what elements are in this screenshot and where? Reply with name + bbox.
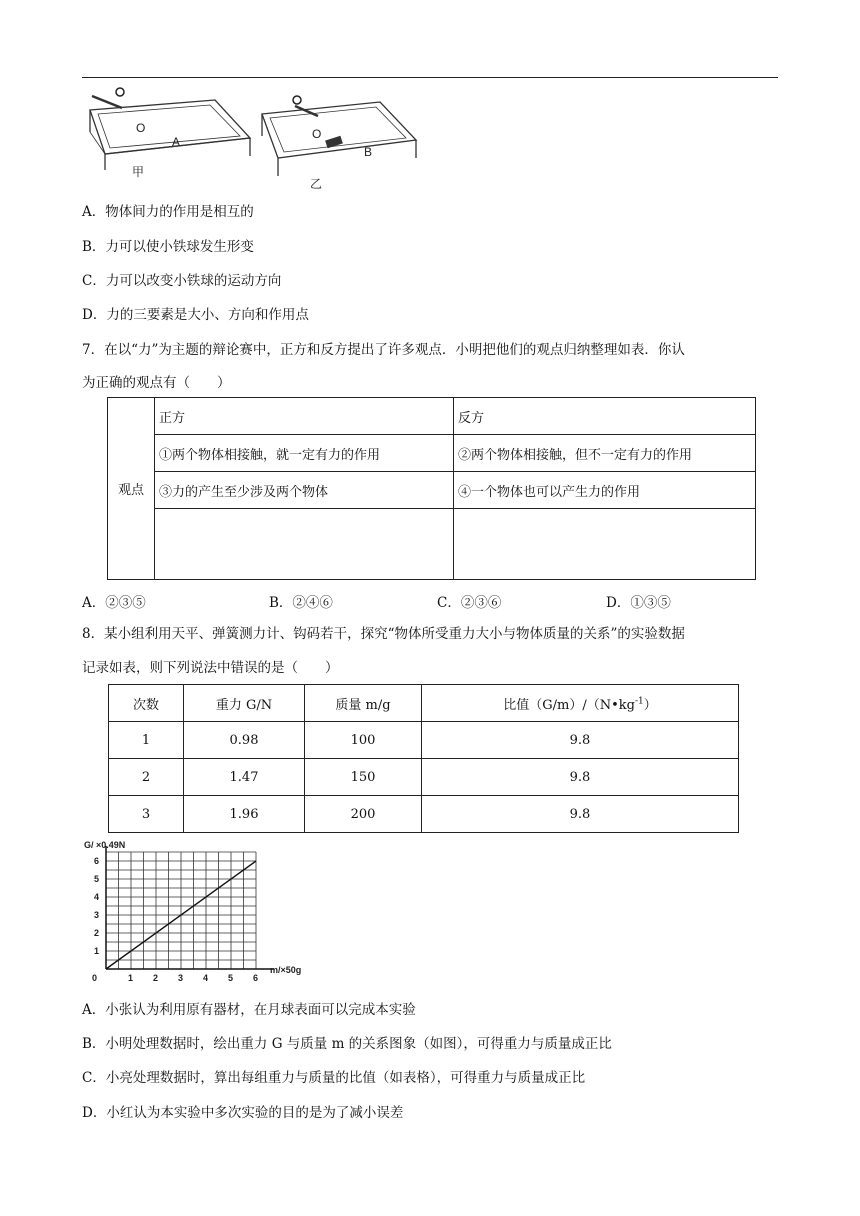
q8-cell: 9.8 bbox=[422, 796, 739, 833]
table-row bbox=[109, 796, 739, 833]
q8-option-c[interactable]: C．小亮处理数据时，算出每组重力与质量的比值（如表格），可得重力与质量成正比 bbox=[82, 1070, 586, 1086]
q6-option-c[interactable]: C．力可以改变小铁球的运动方向 bbox=[82, 273, 282, 289]
q7-col-pro: 正方 bbox=[155, 398, 454, 435]
table-row bbox=[109, 722, 739, 759]
q8-stem-line2: 记录如表，则下列说法中错误的是（ ） bbox=[82, 660, 339, 676]
x-tick-label: 4 bbox=[203, 973, 209, 983]
q8-header-ratio-main: 比值（G/m）/（N•kg bbox=[503, 697, 635, 713]
q8-cell: 0.98 bbox=[184, 722, 305, 759]
q7-col-con: 反方 bbox=[454, 398, 756, 435]
y-tick-label: 1 bbox=[94, 946, 100, 956]
q8-header-ratio-sup: -1 bbox=[634, 696, 644, 707]
y-tick-label: 6 bbox=[94, 856, 100, 866]
q8-cell: 2 bbox=[109, 759, 184, 796]
x-tick-label: 5 bbox=[228, 973, 234, 983]
fig-b-caption: 乙 bbox=[310, 177, 323, 191]
gravity-mass-graph bbox=[84, 838, 334, 988]
x-tick-label: 0 bbox=[92, 973, 98, 983]
q8-header-ratio bbox=[422, 685, 739, 722]
q7-con-1: ②两个物体相接触，但不一定有力的作用 bbox=[454, 435, 756, 472]
q8-header-mass: 质量 m/g bbox=[305, 685, 422, 722]
q8-cell: 3 bbox=[109, 796, 184, 833]
q6-figures bbox=[80, 84, 430, 192]
ball-a bbox=[116, 88, 124, 96]
q8-cell: 100 bbox=[305, 722, 422, 759]
q8-cell: 1.96 bbox=[184, 796, 305, 833]
q7-pro-2: ③力的产生至少涉及两个物体 bbox=[155, 472, 454, 509]
q8-header-ratio-close: ） bbox=[643, 697, 657, 713]
q8-option-d[interactable]: D．小红认为本实验中多次实验的目的是为了减小误差 bbox=[82, 1105, 404, 1121]
y-tick-label: 4 bbox=[94, 892, 100, 902]
q7-pro-empty bbox=[155, 509, 454, 580]
q7-stem-line2: 为正确的观点有（ ） bbox=[82, 375, 231, 391]
q7-option-d[interactable]: D．①③⑤ bbox=[606, 595, 671, 611]
q7-option-b[interactable]: B．②④⑥ bbox=[269, 595, 333, 611]
q7-con-2: ④一个物体也可以产生力的作用 bbox=[454, 472, 756, 509]
fig-a-plate-label: A bbox=[172, 135, 181, 149]
q8-cell: 9.8 bbox=[422, 759, 739, 796]
y-tick-label: 3 bbox=[94, 910, 100, 920]
table-row bbox=[109, 759, 739, 796]
q6-option-d[interactable]: D．力的三要素是大小、方向和作用点 bbox=[82, 307, 309, 323]
header-rule bbox=[82, 77, 778, 78]
q8-cell: 1.47 bbox=[184, 759, 305, 796]
q8-header-trial: 次数 bbox=[109, 685, 184, 722]
q7-table bbox=[107, 397, 756, 580]
x-axis-label: m/×50g bbox=[270, 965, 302, 975]
q6-option-b[interactable]: B．力可以使小铁球发生形变 bbox=[82, 239, 254, 255]
fig-b-plate-label: B bbox=[364, 145, 373, 159]
q8-table bbox=[108, 684, 739, 833]
fig-b-ball-label: O bbox=[312, 127, 322, 141]
q8-header-gravity: 重力 G/N bbox=[184, 685, 305, 722]
q7-con-empty bbox=[454, 509, 756, 580]
q7-row-header: 观点 bbox=[108, 398, 155, 580]
fig-a-ball-label: O bbox=[136, 121, 146, 135]
fig-a-caption: 甲 bbox=[132, 165, 145, 179]
x-tick-label: 3 bbox=[178, 973, 184, 983]
q8-cell: 9.8 bbox=[422, 722, 739, 759]
ball-b bbox=[293, 96, 301, 104]
y-axis-label: G/ ×0.49N bbox=[84, 840, 126, 850]
q7-pro-1: ①两个物体相接触，就一定有力的作用 bbox=[155, 435, 454, 472]
x-tick-label: 2 bbox=[153, 973, 159, 983]
q8-cell: 150 bbox=[305, 759, 422, 796]
q8-cell: 200 bbox=[305, 796, 422, 833]
y-tick-label: 5 bbox=[94, 874, 100, 884]
q8-stem-line1: 8．某小组利用天平、弹簧测力计、钩码若干，探究“物体所受重力大小与物体质量的关系”的实验数据 bbox=[82, 626, 685, 642]
q7-option-c[interactable]: C．②③⑥ bbox=[437, 595, 502, 611]
q8-option-b[interactable]: B．小明处理数据时，绘出重力 G 与质量 m 的关系图象（如图），可得重力与质量成正比 bbox=[82, 1036, 612, 1052]
q7-stem-line1: 7．在以“力”为主题的辩论赛中，正方和反方提出了许多观点．小明把他们的观点归纳整理如表．你认 bbox=[82, 342, 685, 358]
q8-cell: 1 bbox=[109, 722, 184, 759]
q6-option-a[interactable]: A．物体间力的作用是相互的 bbox=[82, 204, 254, 220]
x-tick-label: 6 bbox=[253, 973, 259, 983]
q7-option-a[interactable]: A．②③⑤ bbox=[82, 595, 146, 611]
x-tick-label: 1 bbox=[128, 973, 134, 983]
y-tick-label: 2 bbox=[94, 928, 100, 938]
q8-option-a[interactable]: A．小张认为利用原有器材，在月球表面可以完成本实验 bbox=[82, 1002, 416, 1018]
